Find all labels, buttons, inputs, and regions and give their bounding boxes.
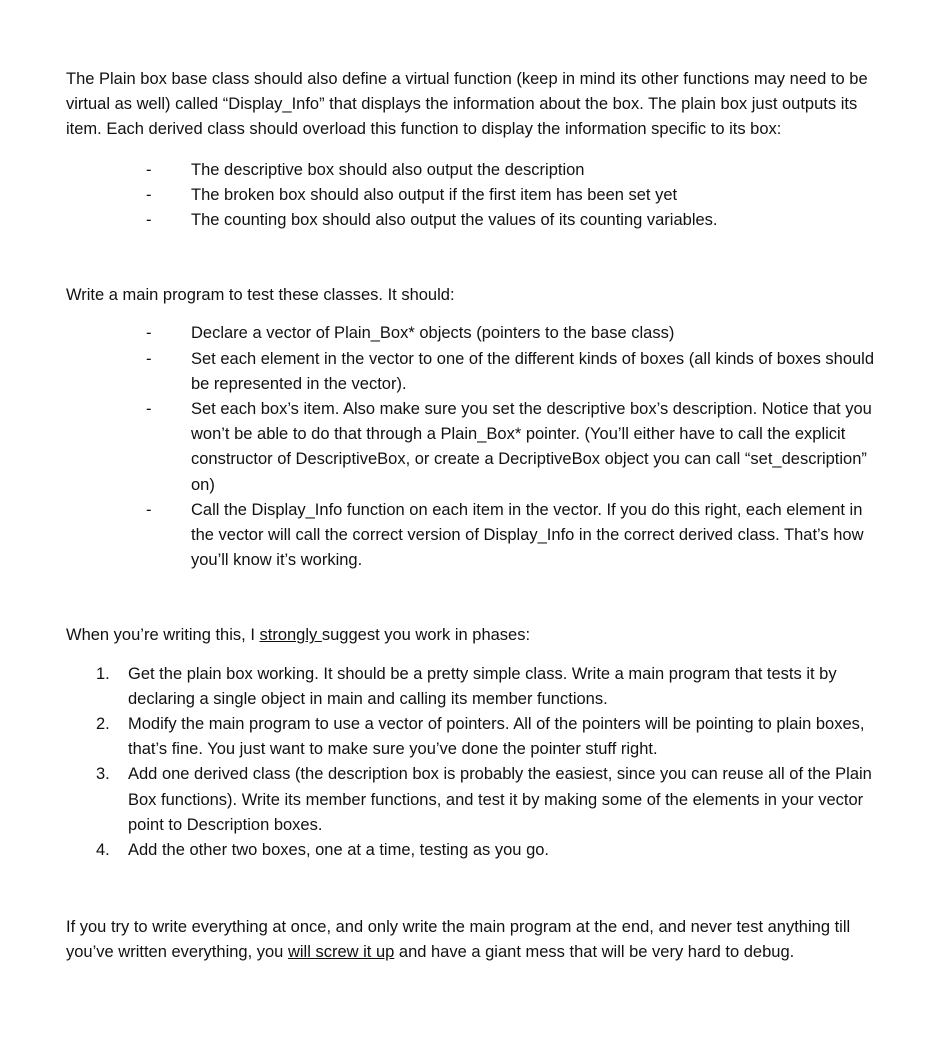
dash-bullet: - xyxy=(146,185,152,204)
list-item xyxy=(66,498,886,574)
closing-after: and have a giant mess that will be very hard to debug. xyxy=(394,943,795,962)
list-item xyxy=(66,321,886,346)
dash-bullet: - xyxy=(146,324,152,343)
list-number: 3. xyxy=(96,765,110,784)
list-item-text: Add one derived class (the description box is probably the easiest, since you can reuse all of the Plain Box functions). Write its member functions, and test it by making some of the elements in your vector point to Description boxes. xyxy=(128,765,872,834)
list-item xyxy=(66,158,886,183)
list-item-text: Call the Display_Info function on each item in the vector. If you do this right, each element in the vector will call the correct version of Display_Info in the correct derived class. That’s how you’ll know it’s working. xyxy=(191,500,864,570)
list-item xyxy=(66,838,886,863)
list-item-text: Declare a vector of Plain_Box* objects (pointers to the base class) xyxy=(191,324,675,343)
phases-list xyxy=(66,662,886,864)
list-item-text: The descriptive box should also output the description xyxy=(191,160,585,179)
list-item-text: Modify the main program to use a vector of pointers. All of the pointers will be pointing to plain boxes, that’s fine. You just want to make sure you’ve done the pointer stuff right. xyxy=(128,715,865,759)
list-item-text: The counting box should also output the values of its counting variables. xyxy=(191,211,718,230)
list-number: 4. xyxy=(96,841,110,860)
phases-intro xyxy=(66,623,886,648)
list-item xyxy=(66,347,886,397)
list-item-text: Set each box’s item. Also make sure you set the descriptive box’s description. Notice that you won’t be able to do that through a Plain_Box* pointer. (You’ll either have to call the explicit constructor of DescriptiveBox, or create a DecriptiveBox object you can call “set_description” on) xyxy=(191,400,872,494)
main-program-list xyxy=(66,321,886,573)
list-item xyxy=(66,712,886,762)
list-item xyxy=(66,208,886,233)
dash-bullet: - xyxy=(146,160,152,179)
phases-intro-before: When you’re writing this, I xyxy=(66,626,260,645)
phases-intro-after: suggest you work in phases: xyxy=(321,626,531,645)
list-item-text: Set each element in the vector to one of the different kinds of boxes (all kinds of boxes should be represented in the vector). xyxy=(191,349,875,393)
dash-bullet: - xyxy=(146,211,152,230)
dash-bullet: - xyxy=(146,500,152,519)
list-number: 1. xyxy=(96,664,110,683)
list-item-text: The broken box should also output if the first item has been set yet xyxy=(191,185,678,204)
list-number: 2. xyxy=(96,715,110,734)
dash-bullet: - xyxy=(146,349,152,368)
closing-before: If you try to write everything at once, and only write the main program at the end, and never test anything till you’ve written everything, you xyxy=(66,918,851,962)
list-item xyxy=(66,762,886,838)
dash-bullet: - xyxy=(146,400,152,419)
document-page xyxy=(66,67,886,966)
closing-paragraph xyxy=(66,915,886,965)
list-item xyxy=(66,183,886,208)
list-item xyxy=(66,662,886,712)
list-item xyxy=(66,397,886,498)
display-info-list xyxy=(66,158,886,234)
intro-paragraph: The Plain box base class should also define a virtual function (keep in mind its other functions may need to be virtual as well) called “Display_Info” that displays the information about the box. The plain box just outputs its item. Each derived class should overload this function to display the information specific to its box: xyxy=(66,70,868,139)
phases-emphasis: strongly xyxy=(259,626,322,645)
closing-emphasis: will screw it up xyxy=(287,943,395,962)
main-program-intro: Write a main program to test these classes. It should: xyxy=(66,286,455,305)
list-item-text: Get the plain box working. It should be a pretty simple class. Write a main program that tests it by declaring a single object in main and calling its member functions. xyxy=(128,664,837,708)
list-item-text: Add the other two boxes, one at a time, testing as you go. xyxy=(128,841,550,860)
